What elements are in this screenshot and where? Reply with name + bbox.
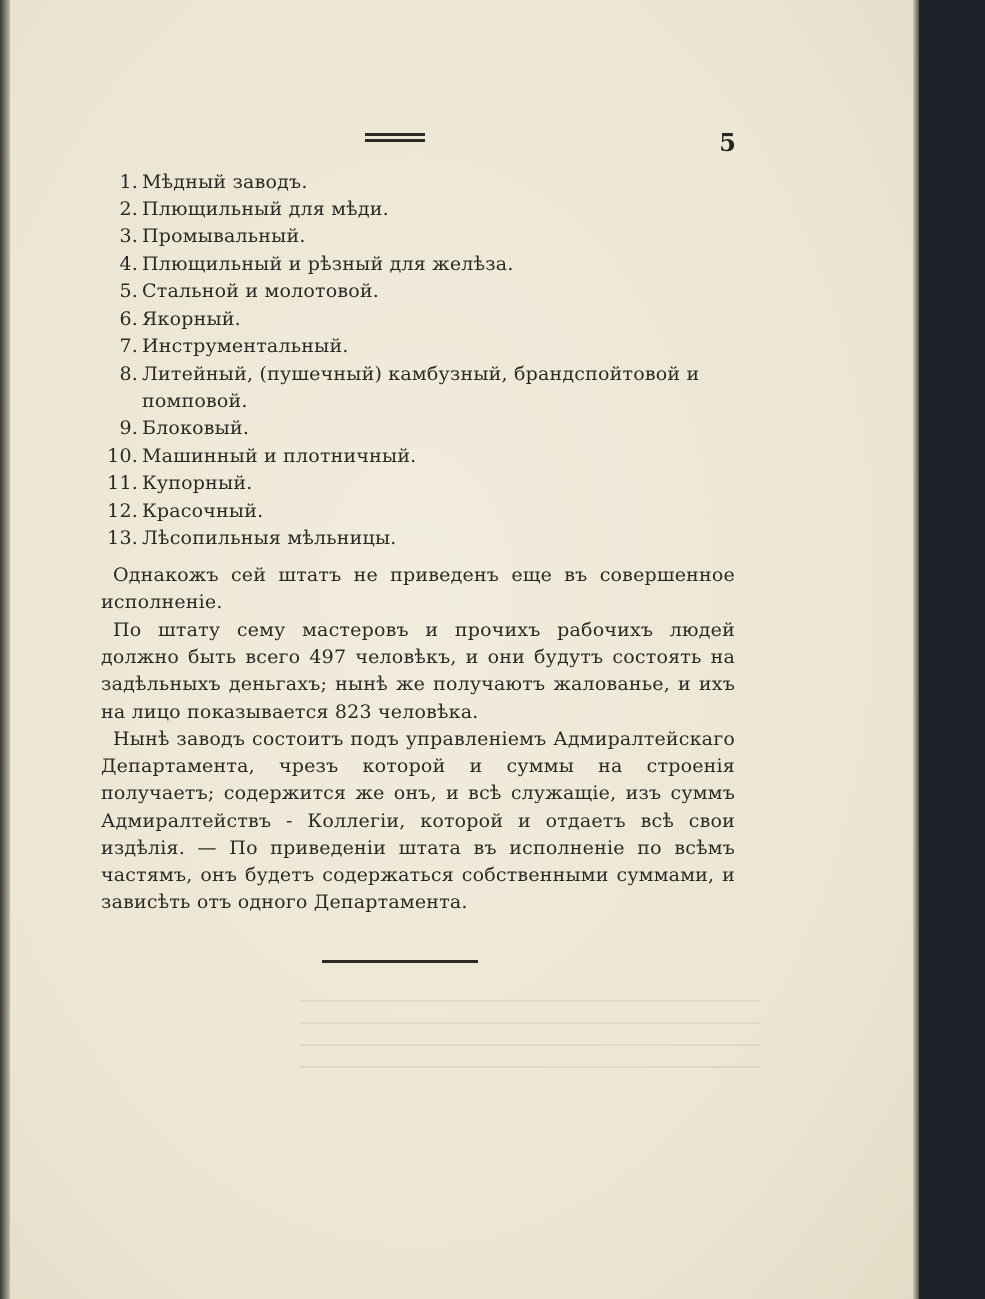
list-item-number: 7. bbox=[119, 335, 138, 357]
header-double-rule bbox=[365, 133, 425, 142]
list-item bbox=[98, 223, 306, 250]
list-item-number: 6. bbox=[119, 308, 138, 330]
list-item-number: 4. bbox=[119, 253, 138, 275]
list-item bbox=[98, 525, 397, 552]
list-item-number: 12. bbox=[107, 500, 138, 522]
list-item-number: 9. bbox=[119, 417, 138, 439]
list-item-text: Плющильный и рѣзный для желѣза. bbox=[142, 253, 514, 275]
book-page bbox=[10, 0, 913, 1299]
list-item-text: Плющильный для мѣди. bbox=[142, 198, 389, 220]
list-item-number: 10. bbox=[107, 445, 138, 467]
list-item-text: Инструментальный. bbox=[142, 335, 349, 357]
list-item-text: Промывальный. bbox=[142, 225, 306, 247]
list-item-text: Стальной и молотовой. bbox=[142, 280, 380, 302]
list-item bbox=[98, 251, 514, 278]
list-item bbox=[98, 470, 252, 497]
scan-background-edge bbox=[913, 0, 985, 1299]
list-item bbox=[98, 306, 241, 333]
show-through-shadow bbox=[300, 1000, 760, 1070]
list-item-text: Литейный, (пушечный) камбузный, брандспойтовой и bbox=[142, 363, 700, 385]
list-item-number: 3. bbox=[119, 225, 138, 247]
list-item-continuation: помповой. bbox=[142, 390, 248, 412]
list-item-text: Якорный. bbox=[142, 308, 241, 330]
footer-rule bbox=[322, 960, 478, 963]
list-item-text: Купорный. bbox=[142, 472, 253, 494]
paragraph: Однакожъ сей штатъ не приведенъ еще въ совершенное исполненіе. bbox=[101, 564, 735, 614]
list-item-number: 8. bbox=[119, 363, 138, 385]
page-number: 5 bbox=[719, 128, 736, 157]
list-item-number: 2. bbox=[119, 198, 138, 220]
list-item-number: 5. bbox=[119, 280, 138, 302]
list-item-text: Красочный. bbox=[142, 500, 264, 522]
list-item-number: 1. bbox=[119, 171, 138, 193]
list-item bbox=[98, 443, 416, 470]
list-item bbox=[98, 169, 308, 196]
list-item-number: 11. bbox=[107, 472, 138, 494]
paragraph: По штату сему мастеровъ и прочихъ рабочихъ людей должно быть всего 497 человѣкъ, и они будутъ состоять на задѣльныхъ деньгахъ; нынѣ же получаютъ жалованье, и ихъ на лицо показывается 823 человѣка. bbox=[101, 619, 735, 723]
list-item bbox=[98, 333, 349, 360]
list-item-text: Машинный и плотничный. bbox=[142, 445, 417, 467]
list-item bbox=[98, 196, 389, 223]
list-item bbox=[98, 278, 379, 305]
list-item bbox=[98, 498, 263, 525]
list-item-text: Мѣдный заводъ. bbox=[142, 171, 308, 193]
list-item-text: Лѣсопильныя мѣльницы. bbox=[142, 527, 397, 549]
list-item bbox=[98, 361, 738, 412]
list-item-number: 13. bbox=[107, 527, 138, 549]
list-item-text: Блоковый. bbox=[142, 417, 250, 439]
paragraph: Нынѣ заводъ состоитъ подъ управленіемъ Адмиралтейскаго Департамента, чрезъ которой и суммы на строенія получаетъ; содержится же онъ, и всѣ служащіе, изъ суммъ Адмиралтействъ - Коллегіи, которой и отдаетъ всѣ свои издѣлія. — По приведеніи штата въ исполненіе по всѣмъ частямъ, онъ будетъ содержаться собственными суммами, и зависѣть отъ одного Департамента. bbox=[101, 728, 735, 914]
list-item bbox=[98, 415, 249, 442]
